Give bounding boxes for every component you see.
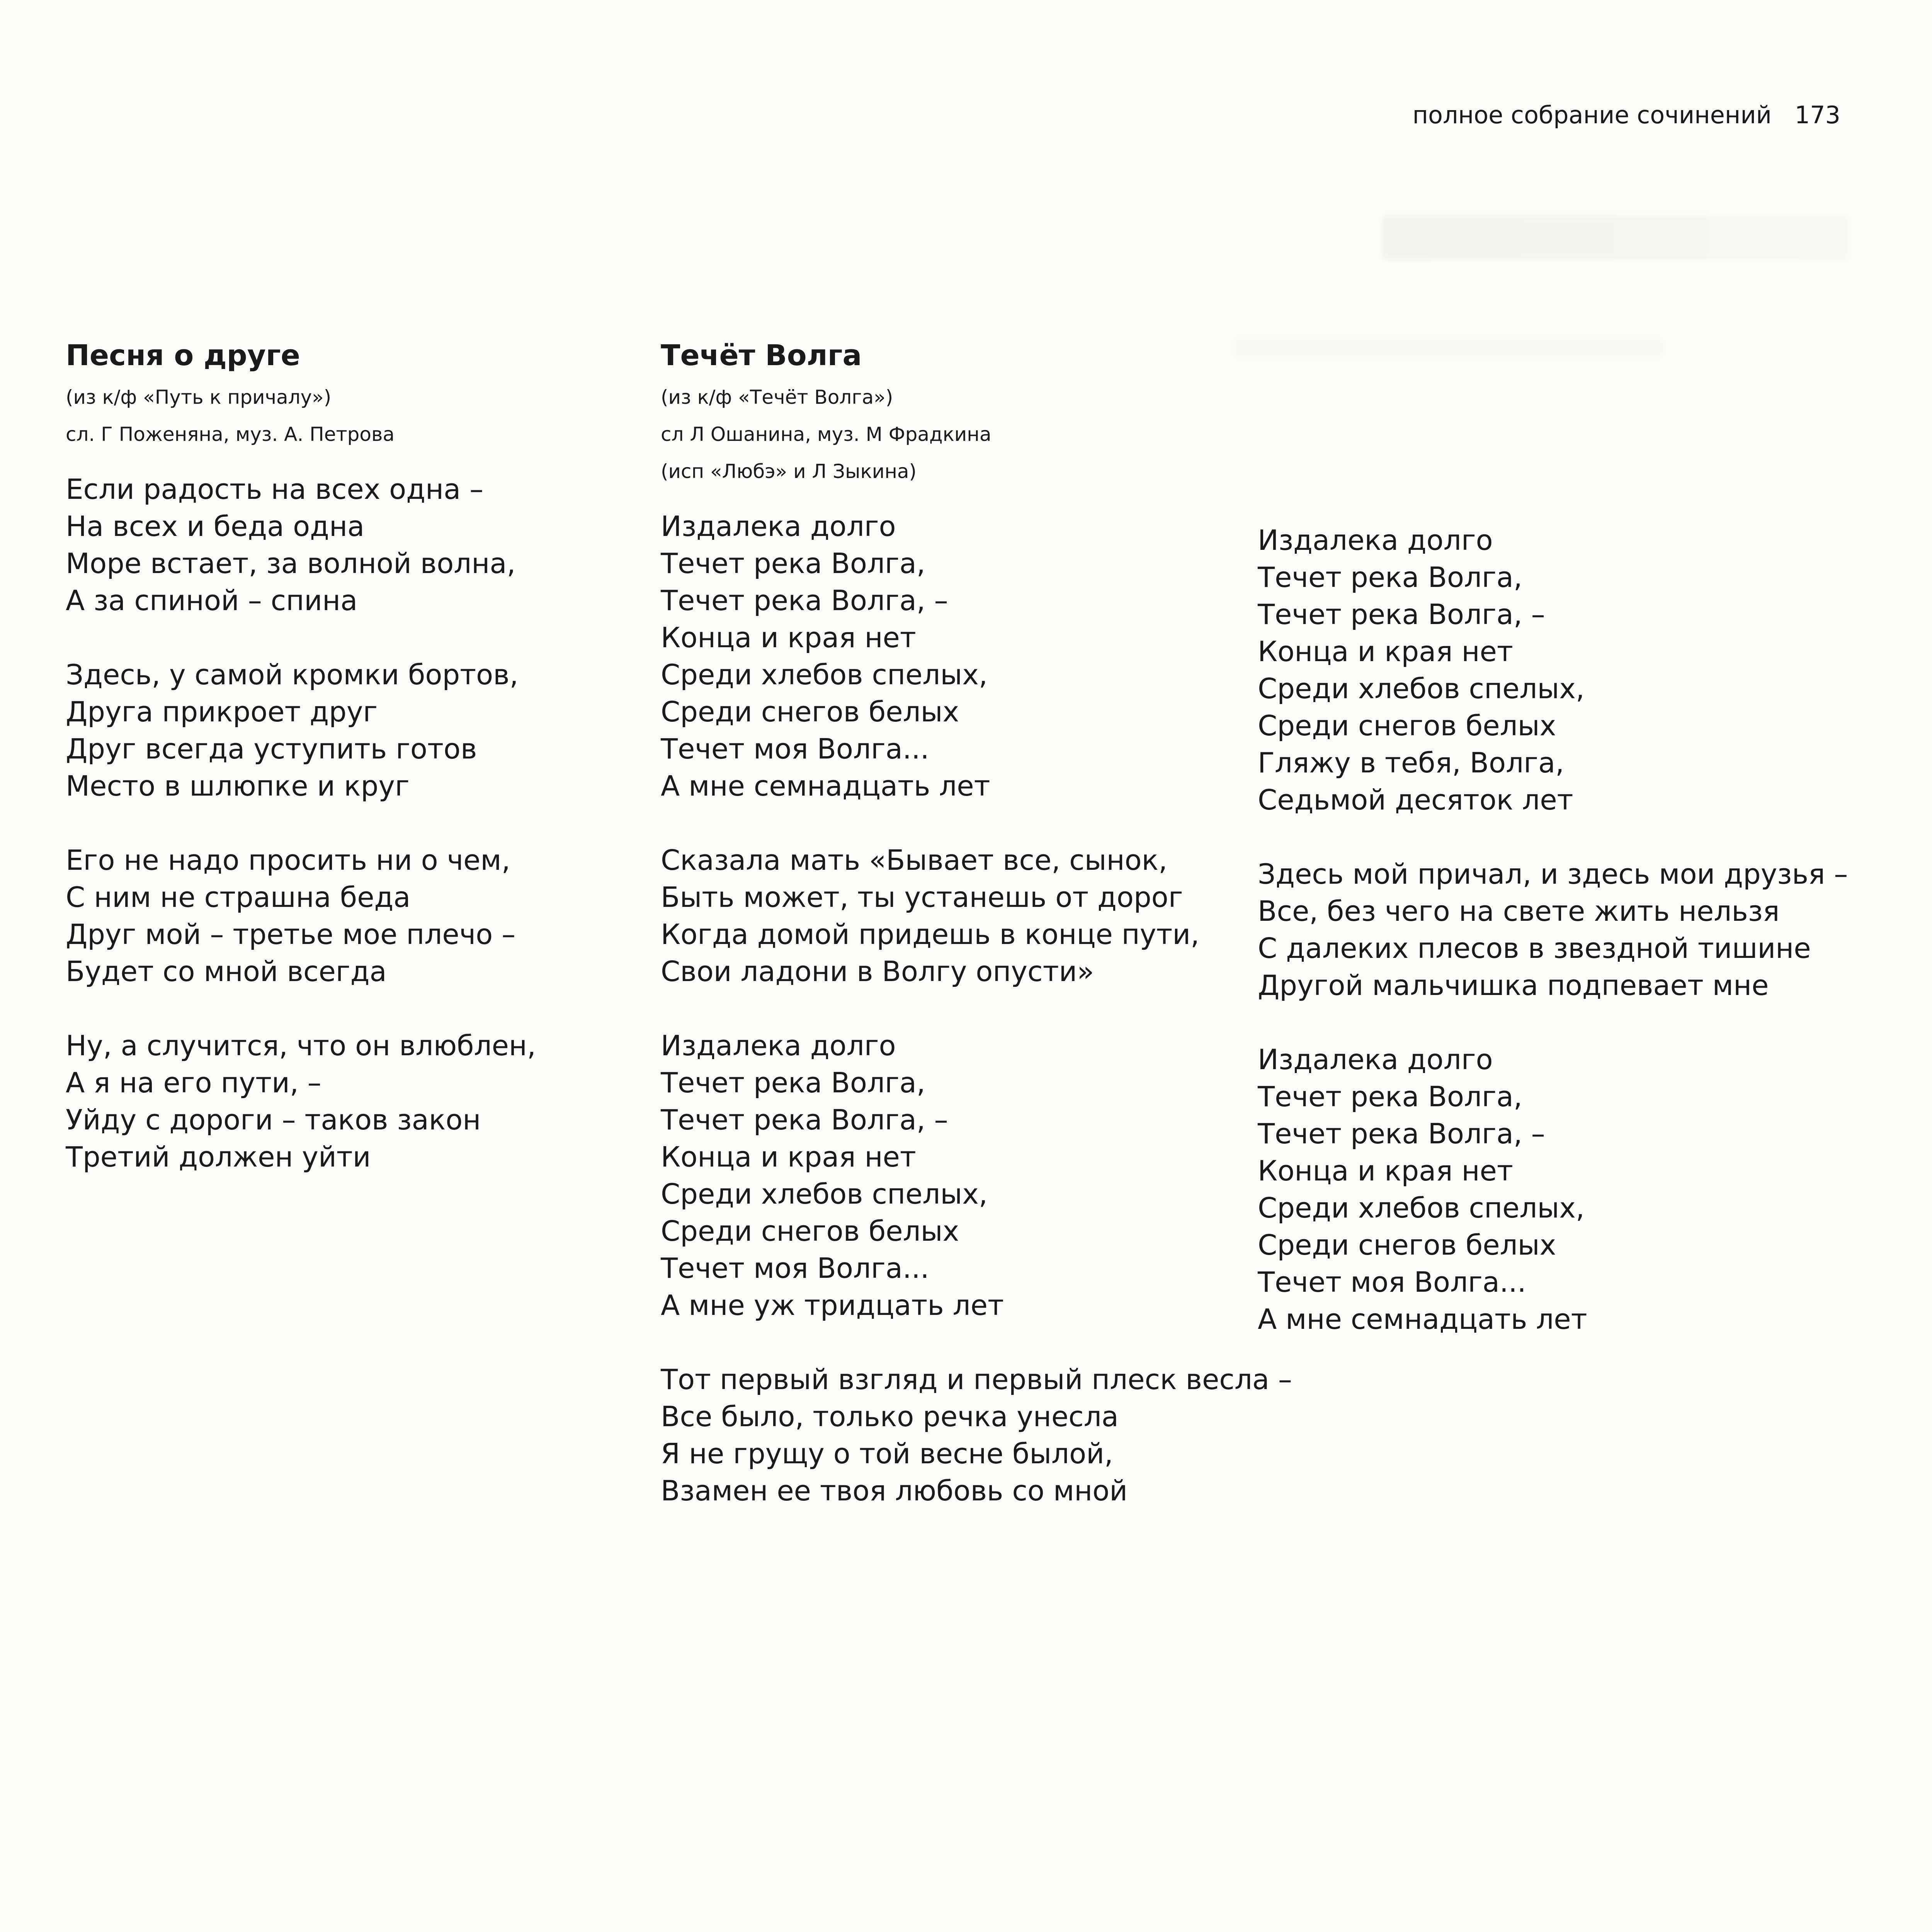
lyric-line: Здесь, у самой кромки бортов, (66, 658, 519, 691)
stanza (66, 656, 587, 804)
lyric-line: Течет река Волга, – (1258, 598, 1545, 631)
lyric-line: Третий должен уйти (66, 1141, 371, 1173)
lyric-line: Среди снегов белых (1258, 1229, 1556, 1261)
lyric-line: Ну, а случится, что он влюблен, (66, 1029, 536, 1062)
lyric-line: Течет река Волга, – (661, 584, 948, 617)
lyric-line: Среди хлебов спелых, (661, 658, 988, 691)
lyric-line: Все, без чего на свете жить нельзя (1258, 895, 1780, 927)
bleed-through-mark (1383, 216, 1847, 259)
lyric-line: Издалека долго (1258, 1043, 1493, 1076)
lyric-line: Среди снегов белых (661, 696, 959, 728)
song-credits (66, 379, 587, 453)
lyric-line: Здесь мой причал, и здесь мои друзья – (1258, 858, 1848, 890)
lyric-line: Конца и края нет (661, 1141, 916, 1173)
lyric-line: А за спиной – спина (66, 584, 358, 617)
lyrics (66, 471, 587, 1175)
lyric-line: Течет река Волга, (1258, 561, 1522, 594)
credit-line: (из к/ф «Течёт Волга») (661, 386, 893, 408)
lyrics (1258, 522, 1895, 1338)
lyric-line: Другой мальчишка подпевает мне (1258, 969, 1769, 1002)
lyric-line: Я не грущу о той весне былой, (661, 1437, 1113, 1470)
lyric-line: Друга прикроет друг (66, 696, 378, 728)
lyric-line: А я на его пути, – (66, 1066, 321, 1099)
lyric-line: Свои ладони в Волгу опусти» (661, 955, 1094, 988)
credit-line: сл Л Ошанина, муз. М Фрадкина (661, 423, 992, 446)
lyric-line: Течет моя Волга... (1258, 1266, 1526, 1298)
lyric-line: Быть может, ты устанешь от дорог (661, 881, 1183, 913)
running-title: полное собрание сочинений (1412, 101, 1772, 129)
lyric-line: Течет река Волга, (1258, 1080, 1522, 1113)
lyric-line: А мне уж тридцать лет (661, 1289, 1004, 1321)
lyric-line: Седьмой десяток лет (1258, 784, 1573, 816)
credit-line: (исп «Любэ» и Л Зыкина) (661, 460, 917, 483)
lyric-line: Море встает, за волной волна, (66, 547, 516, 580)
stanza (661, 508, 1260, 804)
lyric-line: Друг всегда уступить готов (66, 733, 477, 765)
stanza (661, 1361, 1292, 1509)
credit-line: сл. Г Поженяна, муз. А. Петрова (66, 423, 395, 446)
lyric-line: Тот первый взгляд и первый плеск весла – (661, 1363, 1292, 1396)
lyric-line: С ним не страшна беда (66, 881, 411, 913)
lyric-line: Среди снегов белых (661, 1215, 959, 1247)
lyric-line: Течет река Волга, (661, 547, 925, 580)
lyric-line: А мне семнадцать лет (1258, 1303, 1587, 1335)
credit-line: (из к/ф «Путь к причалу») (66, 386, 332, 408)
lyric-line: Будет со мной всегда (66, 955, 387, 988)
song-column-1 (66, 336, 587, 1213)
lyric-line: Место в шлюпке и круг (66, 770, 410, 802)
lyric-line: Издалека долго (661, 510, 896, 543)
lyric-line: Конца и края нет (1258, 1155, 1513, 1187)
lyric-line: Сказала мать «Бывает все, сынок, (661, 844, 1168, 876)
lyric-line: Течет река Волга, – (1258, 1117, 1545, 1150)
lyric-line: Течет моя Волга... (661, 1252, 929, 1284)
lyric-line: Если радость на всех одна – (66, 473, 484, 505)
lyric-line: Среди снегов белых (1258, 709, 1556, 742)
lyrics (661, 508, 1292, 1509)
lyric-line: Взамен ее твоя любовь со мной (661, 1475, 1128, 1507)
lyric-line: С далеких плесов в звездной тишине (1258, 932, 1811, 964)
stanza (661, 1027, 1260, 1324)
song-credits (661, 379, 1260, 490)
song-column-2 (661, 336, 1292, 1546)
song-column-3 (1258, 522, 1895, 1375)
lyric-line: Все было, только речка унесла (661, 1400, 1119, 1433)
lyric-line: Уйду с дороги – таков закон (66, 1104, 481, 1136)
lyric-line: Когда домой придешь в конце пути, (661, 918, 1199, 951)
lyric-line: Течет река Волга, (661, 1066, 925, 1099)
lyric-line: Гляжу в тебя, Волга, (1258, 747, 1564, 779)
lyric-line: Среди хлебов спелых, (1258, 1192, 1585, 1224)
bleed-through-mark (1236, 340, 1662, 355)
stanza (661, 842, 1260, 990)
lyric-line: Течет моя Волга... (661, 733, 929, 765)
lyric-line: На всех и беда одна (66, 510, 365, 543)
lyric-line: Среди хлебов спелых, (661, 1178, 988, 1210)
lyric-line: Его не надо просить ни о чем, (66, 844, 510, 876)
lyric-line: Издалека долго (1258, 524, 1493, 556)
stanza (66, 471, 587, 619)
stanza (1258, 855, 1895, 1004)
running-header (1412, 100, 1840, 131)
lyric-line: Течет река Волга, – (661, 1104, 948, 1136)
stanza (1258, 522, 1895, 818)
stanza (1258, 1041, 1895, 1338)
song-title: Песня о друге (66, 339, 300, 372)
stanza (66, 842, 587, 990)
lyric-line: А мне семнадцать лет (661, 770, 990, 802)
stanza (66, 1027, 587, 1175)
lyric-line: Конца и края нет (1258, 635, 1513, 668)
page-number: 173 (1794, 101, 1840, 129)
lyric-line: Конца и края нет (661, 621, 916, 654)
lyric-line: Среди хлебов спелых, (1258, 672, 1585, 705)
lyric-line: Друг мой – третье мое плечо – (66, 918, 516, 951)
lyric-line: Издалека долго (661, 1029, 896, 1062)
song-title: Течёт Волга (661, 339, 862, 372)
